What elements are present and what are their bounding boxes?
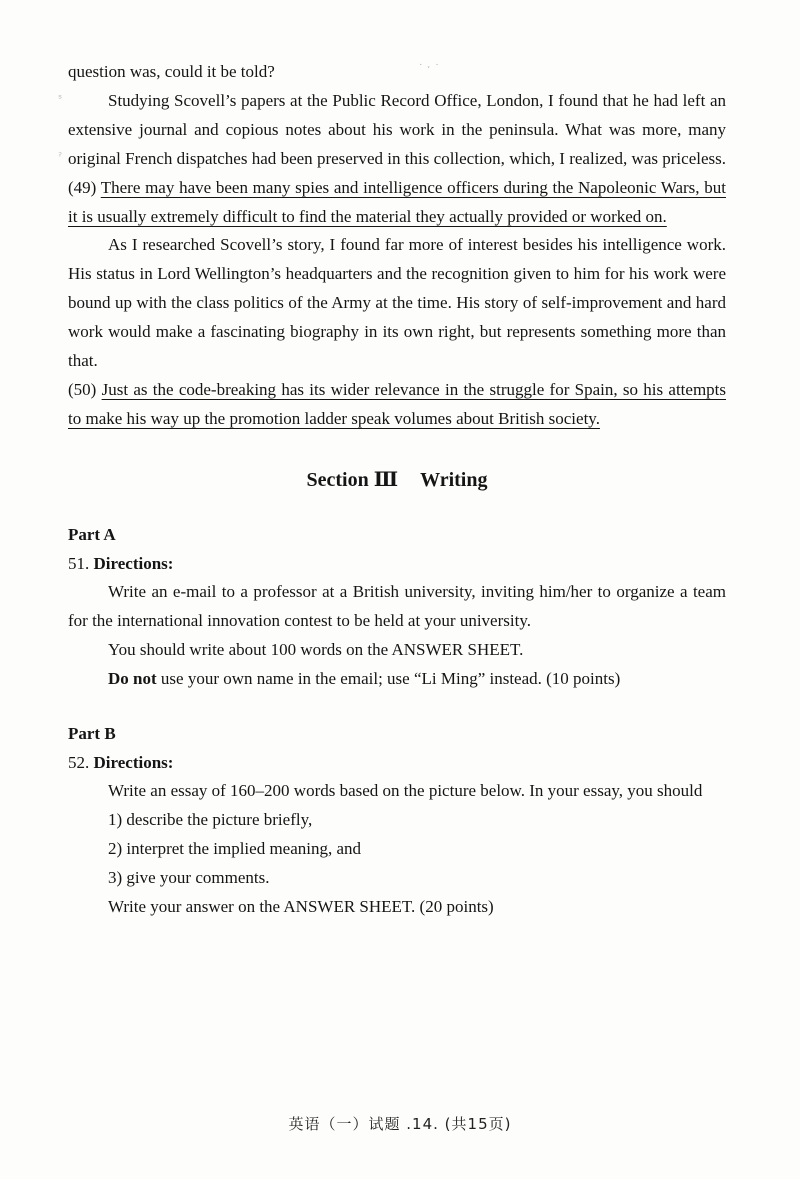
document-page bbox=[68, 58, 726, 922]
rule-text: use your own name in the email; use “Li Ming” instead. (10 points) bbox=[156, 668, 621, 688]
paragraph-continuation bbox=[68, 58, 726, 87]
part-a-heading: Part A bbox=[68, 524, 116, 544]
requirement-item: 2) interpret the implied meaning, and bbox=[108, 839, 362, 859]
paragraph-text: question was, could it be told? bbox=[68, 62, 275, 81]
paragraph-49 bbox=[68, 87, 726, 232]
paragraph-text: Studying Scovell’s papers at the Public Record Office, London, I found that he had left an extensive journal and copious notes about his work in the peninsula. What was more, many original French dispatches had been preserved in this collection, which, I realized, was priceless. bbox=[68, 90, 726, 168]
part-a-word-count: You should write about 100 words on the ANSWER SHEET. bbox=[108, 639, 524, 659]
question-51-header bbox=[68, 549, 726, 578]
question-number-49: (49) bbox=[68, 177, 97, 197]
question-number-50: (50) bbox=[68, 379, 97, 399]
scan-speck: ˀ bbox=[58, 150, 63, 163]
scan-speck: ˙ ˑ ˙ bbox=[418, 62, 440, 75]
section-title bbox=[68, 466, 726, 494]
question-number: 52. bbox=[68, 753, 90, 773]
emphasis-text: Do not bbox=[108, 668, 157, 688]
part-a-instruction: Write an e-mail to a professor at a British university, inviting him/her to organize a team for the international innovation contest to be held at your university. bbox=[68, 581, 726, 630]
paragraph-50 bbox=[68, 231, 726, 433]
section-numeral: Ⅲ bbox=[373, 468, 399, 491]
question-52-header bbox=[68, 748, 726, 777]
part-b-instruction: Write an essay of 160–200 words based on the picture below. In your essay, you should bbox=[108, 781, 703, 801]
underlined-translation-sentence-49: There may have been many spies and intelligence officers during the Napoleonic Wars, but it is usually extremely difficult to find the material they actually provided or worked on. bbox=[68, 177, 726, 226]
scan-speck: ˢ bbox=[58, 92, 63, 105]
requirement-item: 3) give your comments. bbox=[108, 868, 270, 888]
requirement-item: 1) describe the picture briefly, bbox=[108, 810, 313, 830]
page-footer: 英语（一）试题 .14. (共15页) bbox=[288, 1115, 512, 1133]
section-label: Section bbox=[306, 468, 369, 491]
part-a-name-rule bbox=[68, 665, 726, 694]
part-b-answer-note: Write your answer on the ANSWER SHEET. (20 points) bbox=[108, 897, 494, 917]
section-name: Writing bbox=[420, 468, 488, 491]
underlined-translation-sentence-50: Just as the code-breaking has its wider relevance in the struggle for Spain, so his attempts to make his way up the promotion ladder speak volumes about British society. bbox=[68, 379, 727, 428]
question-number: 51. bbox=[68, 553, 90, 573]
paragraph-text: As I researched Scovell’s story, I found far more of interest besides his intelligence work. His status in Lord Wellington’s headquarters and the recognition given to him for his work were bound up with the class politics of the Army at the time. His story of self-improvement and hard work would make a fascinating biography in its own right, but represents something more than that. bbox=[68, 235, 726, 371]
part-b-heading: Part B bbox=[68, 724, 116, 744]
directions-label: Directions: bbox=[93, 553, 174, 573]
directions-label: Directions: bbox=[93, 753, 174, 773]
